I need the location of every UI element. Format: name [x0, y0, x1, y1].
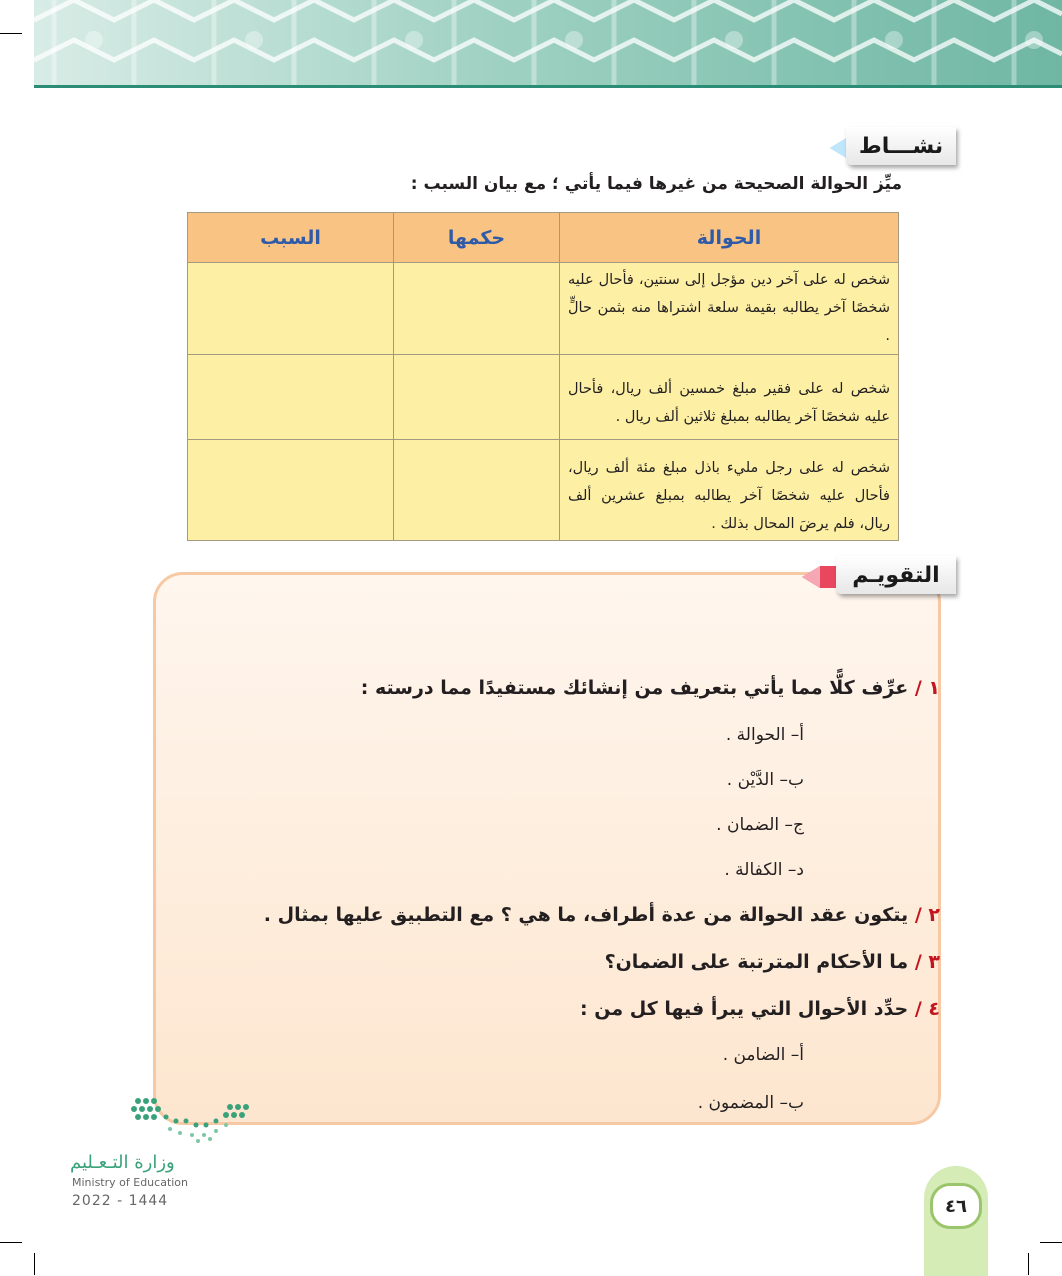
case-cell: شخص له على رجل مليء باذل مبلغ مئة ألف ريال، فأحال عليه شخصًا آخر يطالبه بمبلغ عشرين ألف ريال، فلم يرضَ المحال بذلك . — [560, 440, 899, 541]
crop-mark — [34, 1253, 35, 1275]
header-pattern-band — [34, 0, 1062, 86]
question-number: ٣ / — [914, 951, 940, 973]
ministry-logo-icon — [70, 1095, 252, 1143]
activity-title: نشـــاط — [846, 127, 956, 165]
activity-section-tab — [826, 127, 956, 167]
column-header-reason: السبب — [188, 213, 394, 263]
evaluation-box — [153, 572, 941, 1125]
list-item: ج– الضمان . — [716, 815, 804, 835]
evaluation-title: التقويـم — [836, 556, 956, 594]
question-4 — [580, 998, 940, 1020]
list-item: د– الكفالة . — [724, 860, 804, 880]
reason-cell[interactable] — [188, 440, 394, 541]
question-text: عرِّف كلًّا مما يأتي بتعريف من إنشائك مستفيدًا مما درسته : — [360, 677, 909, 699]
case-cell: شخص له على فقير مبلغ خمسين ألف ريال، فأحال عليه شخصًا آخر يطالبه بمبلغ ثلاثين ألف ريال . — [560, 355, 899, 440]
crop-mark — [0, 33, 22, 34]
list-item: ب– الدَّيْن . — [726, 770, 804, 790]
ruling-cell[interactable] — [394, 440, 560, 541]
column-header-ruling: حكمها — [394, 213, 560, 263]
activity-table — [187, 212, 899, 541]
question-text: ما الأحكام المترتبة على الضمان؟ — [604, 951, 909, 973]
question-number: ٢ / — [914, 904, 940, 926]
question-text: يتكون عقد الحوالة من عدة أطراف، ما هي ؟ مع التطبيق عليها بمثال . — [263, 904, 909, 926]
ruling-cell[interactable] — [394, 355, 560, 440]
crop-mark — [1028, 1253, 1029, 1275]
ministry-name-arabic: وزارة التـعـليم — [70, 1152, 175, 1173]
header-rule — [34, 85, 1062, 88]
case-cell: شخص له على آخر دين مؤجل إلى سنتين، فأحال عليه شخصًا آخر يطالبه بقيمة سلعة اشتراها منه بثمن حالٍّ . — [560, 263, 899, 355]
table-row — [188, 355, 899, 440]
page-number: ٤٦ — [930, 1183, 982, 1229]
evaluation-section-tab — [798, 556, 956, 596]
islamic-pattern-decoration — [34, 0, 1062, 86]
column-header-hawala: الحوالة — [560, 213, 899, 263]
edition-year: 2022 - 1444 — [72, 1193, 169, 1209]
ministry-name-english: Ministry of Education — [72, 1176, 189, 1189]
question-1 — [361, 677, 940, 699]
list-item: ب– المضمون . — [697, 1093, 804, 1113]
question-number: ١ / — [914, 677, 940, 699]
ruling-cell[interactable] — [394, 263, 560, 355]
question-3 — [605, 951, 940, 973]
table-row — [188, 440, 899, 541]
reason-cell[interactable] — [188, 355, 394, 440]
activity-instruction: ميِّز الحوالة الصحيحة من غيرها فيما يأتي ؛ مع بيان السبب : — [410, 174, 902, 194]
reason-cell[interactable] — [188, 263, 394, 355]
crop-mark — [0, 1242, 22, 1243]
question-text: حدِّد الأحوال التي يبرأ فيها كل من : — [580, 998, 909, 1020]
list-item: أ– الحوالة . — [725, 725, 804, 745]
table-header-row — [188, 213, 899, 263]
table-row — [188, 263, 899, 355]
question-2 — [264, 904, 940, 926]
question-number: ٤ / — [914, 998, 940, 1020]
crop-mark — [1040, 1242, 1062, 1243]
list-item: أ– الضامن . — [722, 1045, 804, 1065]
